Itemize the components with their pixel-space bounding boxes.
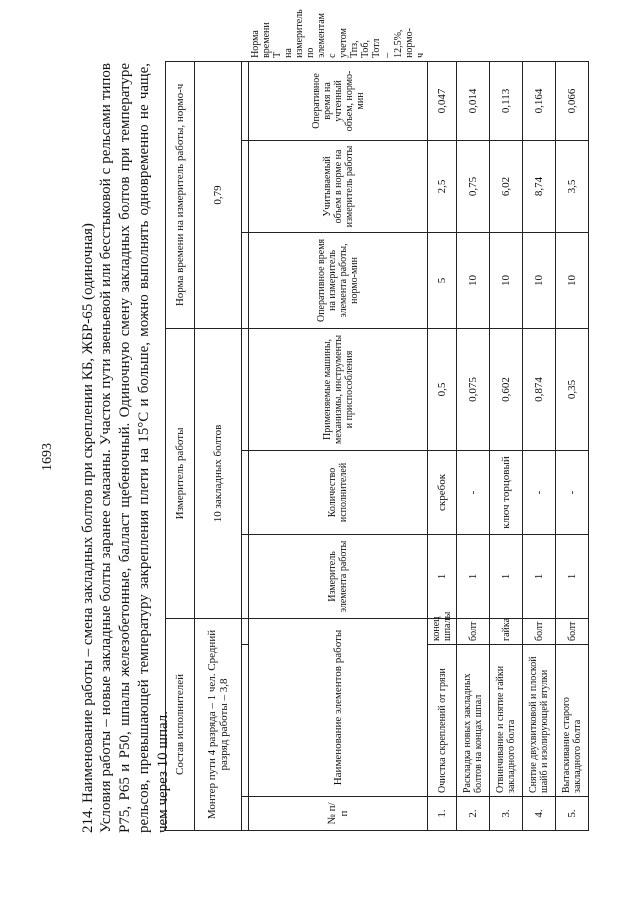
row-volume: 10 <box>523 232 556 328</box>
col-tools-header: Применяемые машины, механизмы, инструменты и приспособления <box>249 328 428 450</box>
row-op-time: 0,874 <box>523 328 556 450</box>
row-norm-t: 0,014 <box>457 61 490 140</box>
row-workers: 1 <box>457 534 490 618</box>
row-op-time-total: 2,5 <box>428 140 457 232</box>
col-optime-header: Оперативное время на измеритель элемента работы, нормо-мин <box>249 232 428 328</box>
table-row <box>523 61 556 830</box>
row-num: 2. <box>457 797 490 831</box>
row-norm-t: 0,066 <box>556 61 589 140</box>
norms-table <box>165 9 589 831</box>
row-tools: - <box>523 450 556 534</box>
row-name: Раскладка новых закладных болтов на концах шпал <box>457 645 490 797</box>
row-meter: болт <box>556 618 589 644</box>
row-meter: гайка <box>490 618 523 644</box>
row-tools: - <box>457 450 490 534</box>
table-row <box>428 61 457 830</box>
row-tools: скребок <box>428 450 457 534</box>
row-workers: 1 <box>428 534 457 618</box>
row-workers: 1 <box>523 534 556 618</box>
row-op-time-total: 6,02 <box>490 140 523 232</box>
row-meter: болт <box>523 618 556 644</box>
table-row <box>457 61 490 830</box>
row-name: Очистка скреплений от грязи <box>428 645 457 797</box>
work-conditions: Условия работы – новые закладные болты заранее смазаны. Участок пути звеньевой или бесстыковой с рельсами типов Р75, Р65 и Р50, шпалы железобетонные, балласт щебеночный. Одиночную смену закладных болтов при температуре рельсов, превышающей температуру закрепления плети на 15°С и больше, можно выполнять одновременно не чаще, чем через 10 шпал. <box>98 63 171 833</box>
row-op-time-total: 3,5 <box>556 140 589 232</box>
row-num: 5. <box>556 797 589 831</box>
crew-value: Монтер пути 4 разряда – 1 чел. Средний разряд работы – 3,8 <box>195 618 242 830</box>
col-meter-header: Измеритель элемента работы <box>249 534 428 618</box>
row-meter: конец шпалы <box>428 618 457 644</box>
col-name-header: Наименование элементов работы <box>249 618 428 796</box>
row-volume: 10 <box>457 232 490 328</box>
col-volume-header: Учитываемый объем в норме на измеритель работы <box>249 140 428 232</box>
row-op-time: 0,35 <box>556 328 589 450</box>
top-value-row <box>195 61 242 830</box>
time-norm-value: 0,79 <box>195 61 242 328</box>
row-name: Снятие двухвитковой и плоской шайб и изолирующей втулки <box>523 645 556 797</box>
row-workers: 1 <box>490 534 523 618</box>
work-heading: 214. Наименование работы – смена закладных болтов при скреплении КБ, ЖБР-65 (одиночная) <box>80 223 96 833</box>
row-op-time-total: 8,74 <box>523 140 556 232</box>
row-tools: - <box>556 450 589 534</box>
row-workers: 1 <box>556 534 589 618</box>
table-row <box>490 61 523 830</box>
row-volume: 10 <box>490 232 523 328</box>
row-op-time: 0,5 <box>428 328 457 450</box>
table-row <box>556 61 589 830</box>
row-op-time: 0,075 <box>457 328 490 450</box>
row-norm-t: 0,113 <box>490 61 523 140</box>
row-norm-t: 0,164 <box>523 61 556 140</box>
row-num: 1. <box>428 797 457 831</box>
row-tools: ключ торцовый <box>490 450 523 534</box>
row-volume: 5 <box>428 232 457 328</box>
row-name: Вытаскивание старого закладного болта <box>556 645 589 797</box>
separator-row <box>242 61 249 830</box>
row-volume: 10 <box>556 232 589 328</box>
row-op-time-total: 0,75 <box>457 140 490 232</box>
top-header-row <box>166 61 195 830</box>
row-num: 4. <box>523 797 556 831</box>
time-norm-header: Норма времени на измеритель работы, нормо-ч <box>166 61 195 328</box>
row-meter: болт <box>457 618 490 644</box>
page-number: 1693 <box>40 443 55 471</box>
work-meter-header: Измеритель работы <box>166 328 195 618</box>
crew-header: Состав исполнителей <box>166 618 195 830</box>
column-header-row: № п/п Наименование элементов работы Измеритель элемента работы Количество исполнителей Применяемые машины, механизмы, инструменты и приспособления Оперативное время на измеритель элемента работы, нормо-мин Учитываемый объем в норме на измеритель работы Оперативное время на учтенный объем, нормо-мин Норма времени Т на измеритель по элементам с учетом Тпз, Тоб, Тотл – 12,5%, нормо-ч <box>249 61 428 830</box>
row-op-time: 0,602 <box>490 328 523 450</box>
col-optime-total-header: Оперативное время на учтенный объем, нормо-мин <box>249 61 428 140</box>
row-num: 3. <box>490 797 523 831</box>
col-num-header: № п/п <box>249 797 428 831</box>
work-meter-value: 10 закладных болтов <box>195 328 242 618</box>
row-name: Отвинчивание и снятие гайки закладного болта <box>490 645 523 797</box>
col-workers-header: Количество исполнителей <box>249 450 428 534</box>
row-norm-t: 0,047 <box>428 61 457 140</box>
